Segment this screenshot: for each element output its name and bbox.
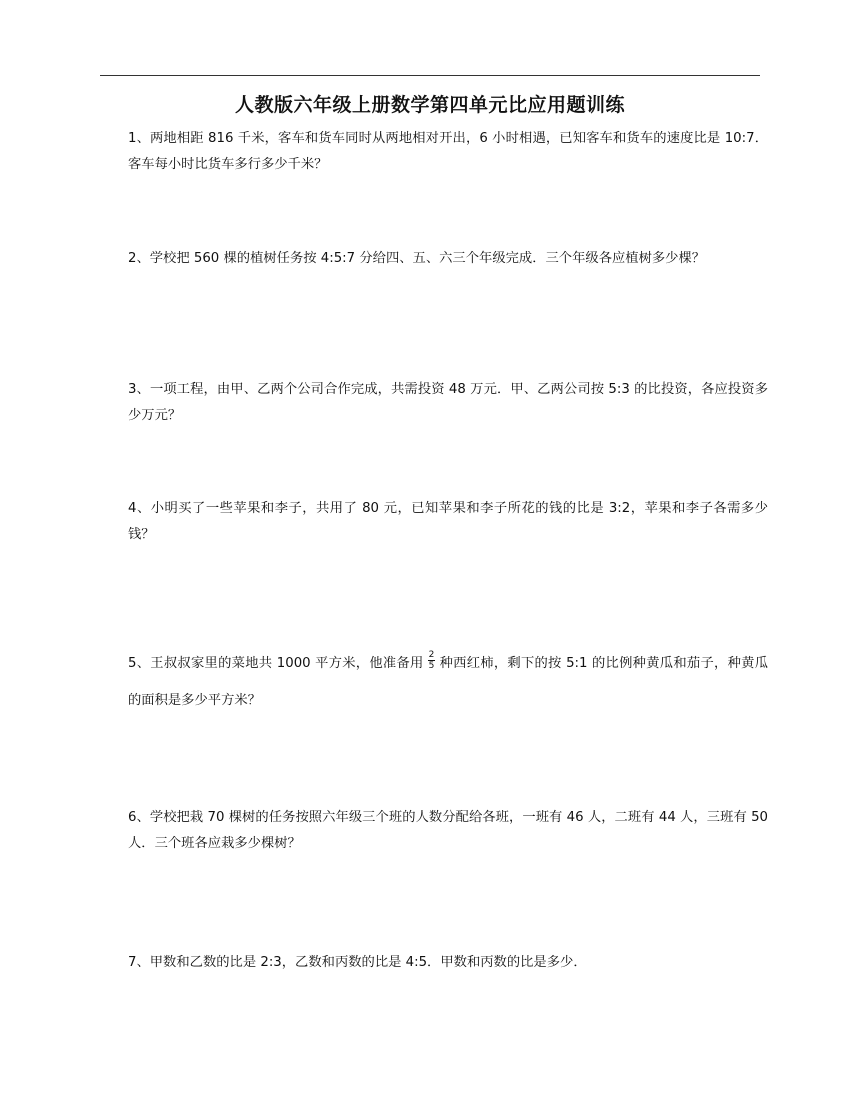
document-title: 人教版六年级上册数学第四单元比应用题训练 bbox=[234, 94, 625, 116]
problem-3: 3、一项工程，由甲、乙两个公司合作完成，共需投资 48 万元．甲、乙两公司按 5:3 的比投资，各应投资多少万元？ bbox=[128, 382, 768, 423]
problem-1: 1、两地相距 816 千米，客车和货车同时从两地相对开出，6 小时相遇，已知客车和货车的速度比是 10:7．客车每小时比货车多行多少千米？ bbox=[128, 131, 768, 172]
fraction bbox=[428, 650, 436, 671]
fraction-denominator: 5 bbox=[428, 660, 435, 671]
problem-7: 7、甲数和乙数的比是 2:3，乙数和丙数的比是 4:5．甲数和丙数的比是多少． bbox=[128, 955, 587, 970]
problem-2: 2、学校把 560 棵的植树任务按 4:5:7 分给四、五、六三个年级完成．三个年级各应植树多少棵？ bbox=[128, 251, 706, 266]
problem-5-text-before: 5、王叔叔家里的菜地共 1000 平方米，他准备用 bbox=[128, 656, 424, 671]
fraction-numerator: 2 bbox=[428, 649, 435, 660]
header-rule bbox=[100, 75, 760, 76]
problem-6: 6、学校把栽 70 棵树的任务按照六年级三个班的人数分配给各班，一班有 46 人，二班有 44 人，三班有 50 人．三个班各应栽多少棵树？ bbox=[128, 810, 768, 851]
problem-5 bbox=[128, 645, 768, 719]
problem-4: 4、小明买了一些苹果和李子，共用了 80 元，已知苹果和李子所花的钱的比是 3:2，苹果和李子各需多少钱？ bbox=[128, 501, 768, 542]
problem-5-text-after: 种西红柿，剩下的按 5:1 的比例种黄瓜和茄子，种黄瓜的面积是多少平方米？ bbox=[128, 656, 768, 708]
